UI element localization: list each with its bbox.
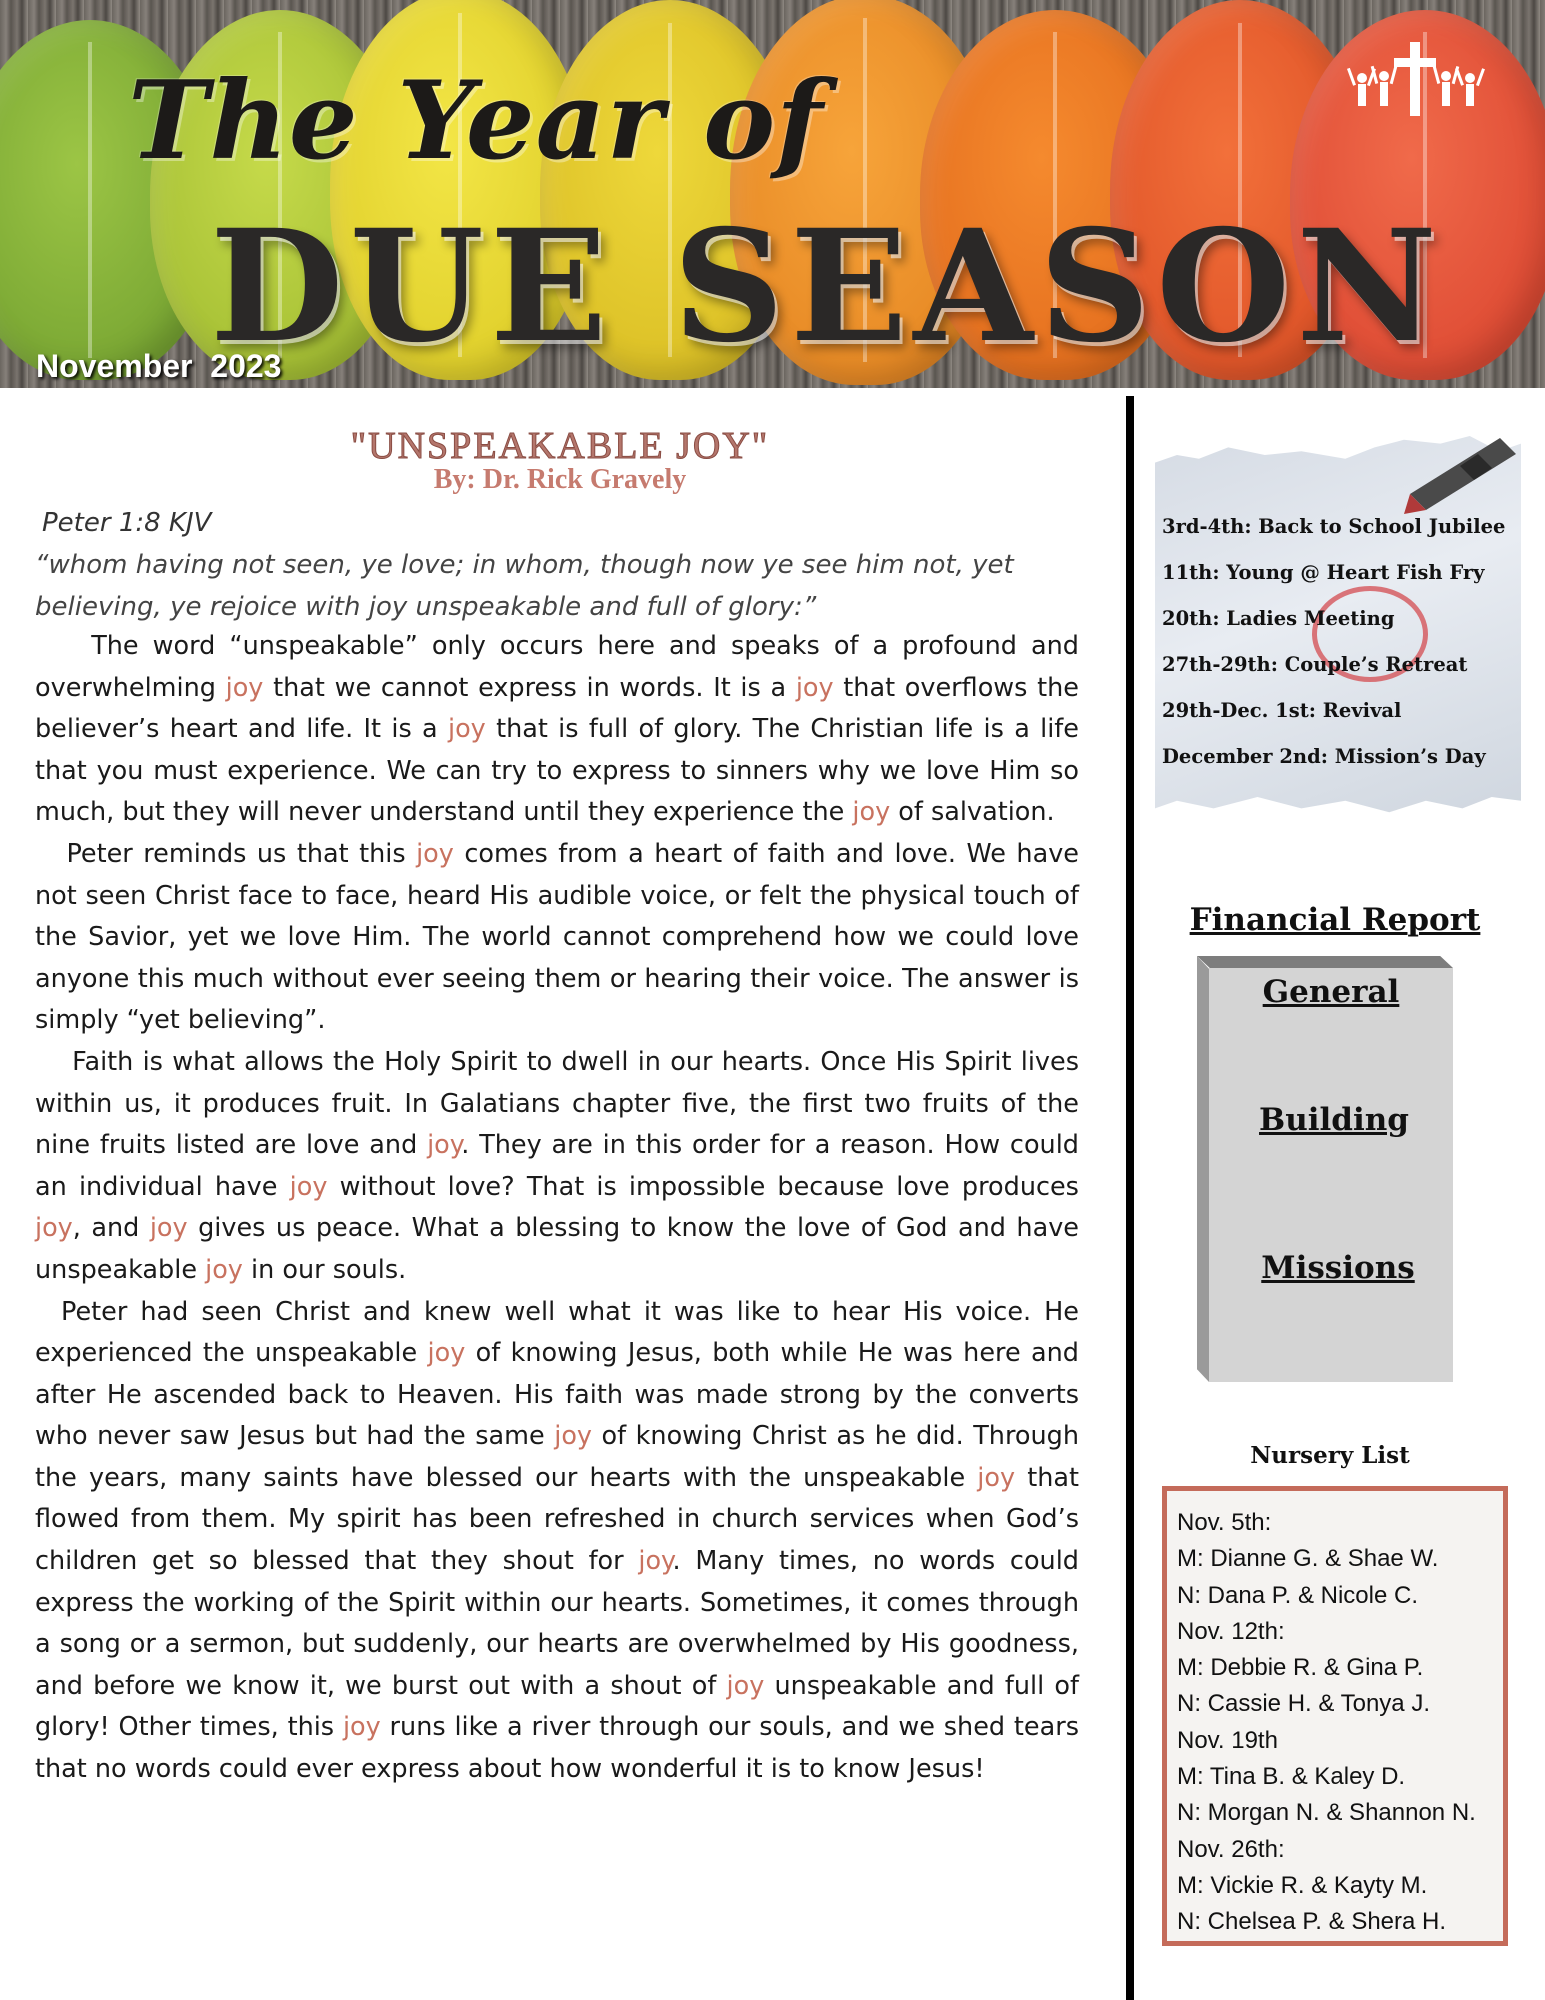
financial-report-box (1197, 956, 1453, 1382)
events-list (1162, 512, 1532, 788)
highlighted-word: joy (205, 1254, 243, 1285)
nursery-line: N: Morgan N. & Shannon N. (1177, 1799, 1476, 1827)
banner-date: November 2023 (36, 348, 282, 384)
highlighted-word: joy (342, 1712, 381, 1743)
financial-building: Building (1259, 1102, 1409, 1138)
event-item: December 2nd: Mission’s Day (1162, 745, 1486, 768)
nursery-line: N: Chelsea P. & Shera H. (1177, 1908, 1447, 1936)
highlighted-word: joy (447, 714, 486, 745)
event-item: 27th-29th: Couple’s Retreat (1162, 653, 1468, 676)
highlighted-word: joy (149, 1213, 188, 1244)
paragraph-text: comes from a heart of faith and love. We have not seen Christ face to face, heard His audible voice, or felt the physical touch of the Savior, yet we love Him. The world cannot comprehend how we could love anyone this much without ever seeing them or hearing their voice. The answer is simply “yet believing”. (35, 838, 1088, 1036)
article-body (35, 626, 1088, 1791)
paragraph-text: of knowing Jesus, both while He was here and after He ascended back to Heaven. His faith was made strong by the converts who never saw Jesus but had the same (35, 1338, 1088, 1452)
nursery-line: Nov. 12th: (1177, 1617, 1285, 1645)
highlighted-word: joy (35, 1213, 73, 1244)
article-byline: By: Dr. Rick Gravely (433, 464, 687, 495)
paragraph-text: Faith is what allows the Holy Spirit to dwell in our hearts. Once His Spirit lives within us, it produces fruit. In Galatians chapter five, the first two fruits of the nine fruits listed are love and (35, 1046, 1088, 1161)
highlighted-word: joy (977, 1462, 1016, 1493)
paragraph-text: in our souls. (242, 1254, 407, 1285)
paragraph-text: of knowing Christ as he did. Through the years, many saints have blessed our hearts with the unspeakable (35, 1421, 1088, 1493)
highlighted-word: joy (726, 1670, 765, 1701)
paragraph-text: that overflows the believer’s heart and life. It is a (35, 672, 1088, 745)
highlighted-word: joy (416, 838, 454, 869)
newsletter-banner (0, 0, 1545, 388)
highlighted-word: joy (427, 1338, 466, 1369)
article-paragraph (35, 834, 1088, 1042)
event-item: 11th: Young @ Heart Fish Fry (1162, 561, 1485, 584)
highlighted-word: joy (289, 1171, 328, 1202)
banner-script-title: The Year of (128, 58, 824, 184)
paragraph-text: The word “unspeakable” only occurs here and speaks of a profound and overwhelming (35, 631, 1088, 703)
paragraph-text: , and (72, 1213, 150, 1244)
nursery-list-box (1162, 1486, 1508, 1946)
paragraph-text: that flowed from them. My spirit has been refreshed in church services when God’s children get so blessed that they shout for (35, 1462, 1088, 1577)
financial-report-title: Financial Report (1189, 902, 1481, 938)
column-divider (1126, 396, 1134, 2000)
nursery-line: M: Tina B. & Kaley D. (1177, 1763, 1406, 1791)
highlighted-word: joy (225, 672, 264, 703)
banner-main-title: DUE SEASON (210, 196, 1444, 377)
paragraph-text: . Many times, no words could express the working of the Spirit within our hearts. Sometimes, it comes through a song or a sermon, but suddenly, our hearts are overwhelmed by His goodness, and before we know it, we burst out with a shout of (35, 1546, 1088, 1701)
nursery-line: N: Cassie H. & Tonya J. (1177, 1690, 1430, 1718)
nursery-line: N: Dana P. & Nicole C. (1177, 1581, 1418, 1609)
article-paragraph (35, 626, 1088, 834)
paragraph-text: without love? That is impossible because love produces (327, 1171, 1088, 1202)
highlighted-word: joy (554, 1421, 593, 1452)
event-item: 29th-Dec. 1st: Revival (1162, 699, 1402, 722)
paragraph-text: Peter reminds us that this (35, 838, 417, 869)
paragraph-text: that is full of glory. The Christian life is a life that you must experience. We can try to express to sinners why we love Him so much, but they will never understand until they experience the (35, 714, 1088, 828)
nursery-line: Nov. 26th: (1177, 1835, 1285, 1863)
highlighted-word: joy (852, 797, 891, 828)
nursery-list (1177, 1505, 1503, 1941)
financial-general: General (1262, 974, 1400, 1010)
article-paragraph (35, 1292, 1088, 1791)
paragraph-text: of salvation. (890, 797, 1055, 828)
nursery-line: M: Debbie R. & Gina P. (1177, 1654, 1424, 1682)
paragraph-text: unspeakable and full of glory! Other times, this (35, 1670, 1088, 1743)
highlighted-word: joy (795, 672, 834, 703)
nursery-line: Nov. 5th: (1177, 1509, 1272, 1536)
pen-icon (1400, 436, 1520, 516)
church-logo-icon (1342, 40, 1492, 120)
nursery-list-title: Nursery List (1250, 1442, 1410, 1469)
nursery-line: Nov. 19th (1177, 1726, 1278, 1754)
article-paragraph (35, 1042, 1088, 1292)
highlighted-word: joy (638, 1546, 673, 1577)
event-item: 3rd-4th: Back to School Jubilee (1162, 515, 1506, 538)
highlighted-word: joy (427, 1130, 462, 1161)
scripture-quote: “whom having not seen, ye love; in whom, though now ye see him not, yet believing, ye rejoice with joy unspeakable and full of glory:” (35, 550, 1014, 622)
article-title: "UNSPEAKABLE JOY" (350, 425, 770, 467)
paragraph-text: that we cannot express in words. It is a (263, 672, 796, 703)
paragraph-text: gives us peace. What a blessing to know the love of God and have unspeakable (35, 1213, 1088, 1285)
event-item: 20th: Ladies Meeting (1162, 607, 1395, 630)
nursery-line: M: Dianne G. & Shae W. (1177, 1545, 1439, 1573)
financial-missions: Missions (1261, 1250, 1415, 1286)
paragraph-text: Peter had seen Christ and knew well what it was like to hear His voice. He experienced the unspeakable (35, 1296, 1088, 1369)
scripture-reference: Peter 1:8 KJV (42, 508, 212, 538)
nursery-line: M: Vickie R. & Kayty M. (1177, 1871, 1428, 1899)
paragraph-text: . They are in this order for a reason. How could an individual have (35, 1130, 1088, 1202)
paragraph-text: runs like a river through our souls, and we shed tears that no words could ever express about how wonderful it is to know Jesus! (35, 1712, 1088, 1785)
